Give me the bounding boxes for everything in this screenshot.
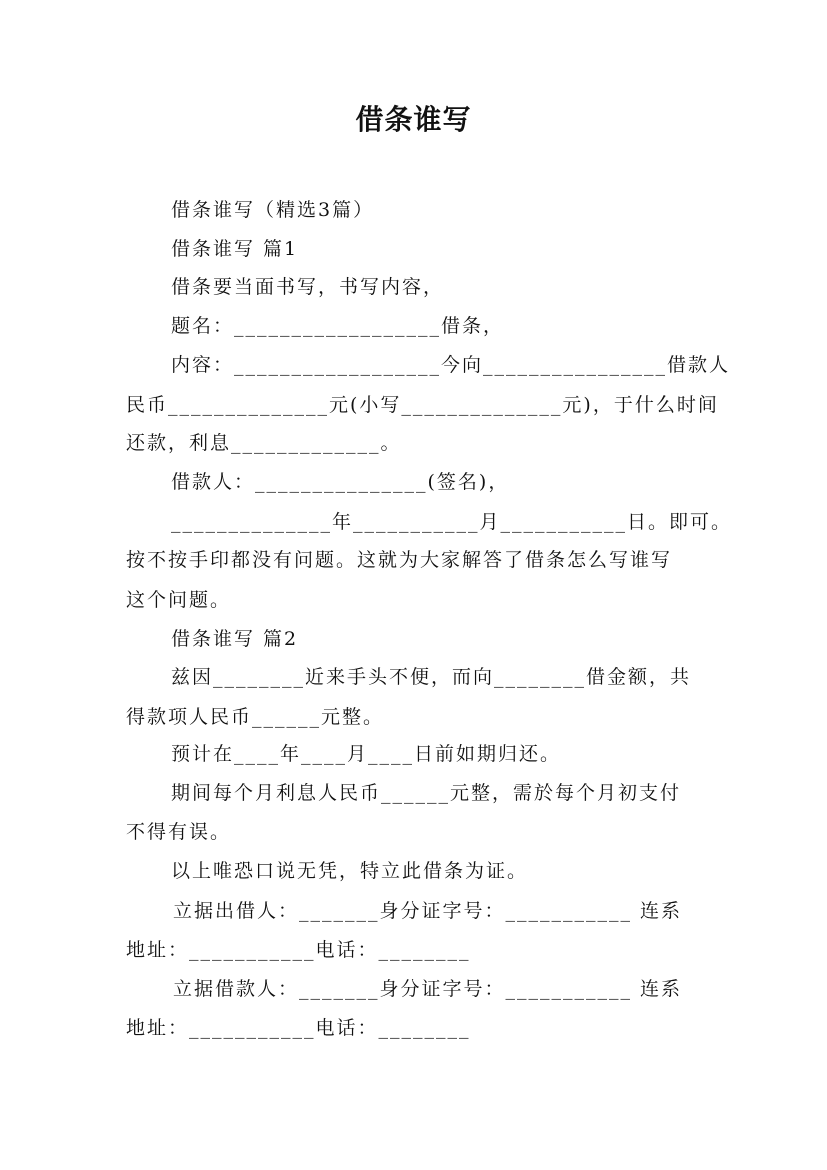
paragraph-line: 这个问题。 — [126, 589, 232, 611]
section-heading-1: 借条谁写 篇1 — [171, 238, 299, 260]
paragraph-line: 内容：__________________今向________________借款人 — [171, 354, 731, 376]
paragraph-line: 预计在____年____月____日前如期归还。 — [171, 743, 562, 765]
paragraph-line: 借款人：_______________(签名)， — [171, 471, 510, 493]
paragraph-line: 民币______________元(小写______________元)，于什么时间 — [126, 394, 719, 416]
borrower-address-line: 地址：___________电话：________ — [126, 1017, 471, 1039]
paragraph-line: ______________年___________月___________日。即可。 — [171, 511, 733, 533]
paragraph-line: 得款项人民币______元整。 — [126, 706, 385, 728]
subtitle-line: 借条谁写（精选3篇） — [171, 199, 375, 221]
paragraph-line: 题名：__________________借条， — [171, 315, 505, 337]
paragraph-line: 兹因________近来手头不便，而向________借金额，共 — [171, 666, 692, 688]
paragraph-line: 以上唯恐口说无凭，特立此借条为证。 — [171, 860, 529, 882]
lender-line: 立据出借人：_______身分证字号：___________ 连系 — [173, 900, 683, 922]
document-title: 借条谁写 — [355, 103, 472, 136]
paragraph-line: 不得有误。 — [126, 821, 232, 843]
lender-address-line: 地址：___________电话：________ — [126, 939, 471, 961]
paragraph-line: 期间每个月利息人民币______元整，需於每个月初支付 — [171, 782, 682, 804]
paragraph-line: 按不按手印都没有问题。这就为大家解答了借条怎么写谁写 — [126, 549, 673, 571]
borrower-line: 立据借款人：_______身分证字号：___________ 连系 — [173, 978, 683, 1000]
paragraph-line: 借条要当面书写，书写内容， — [171, 276, 445, 298]
paragraph-line: 还款，利息_____________。 — [126, 432, 402, 454]
section-heading-2: 借条谁写 篇2 — [171, 628, 299, 650]
